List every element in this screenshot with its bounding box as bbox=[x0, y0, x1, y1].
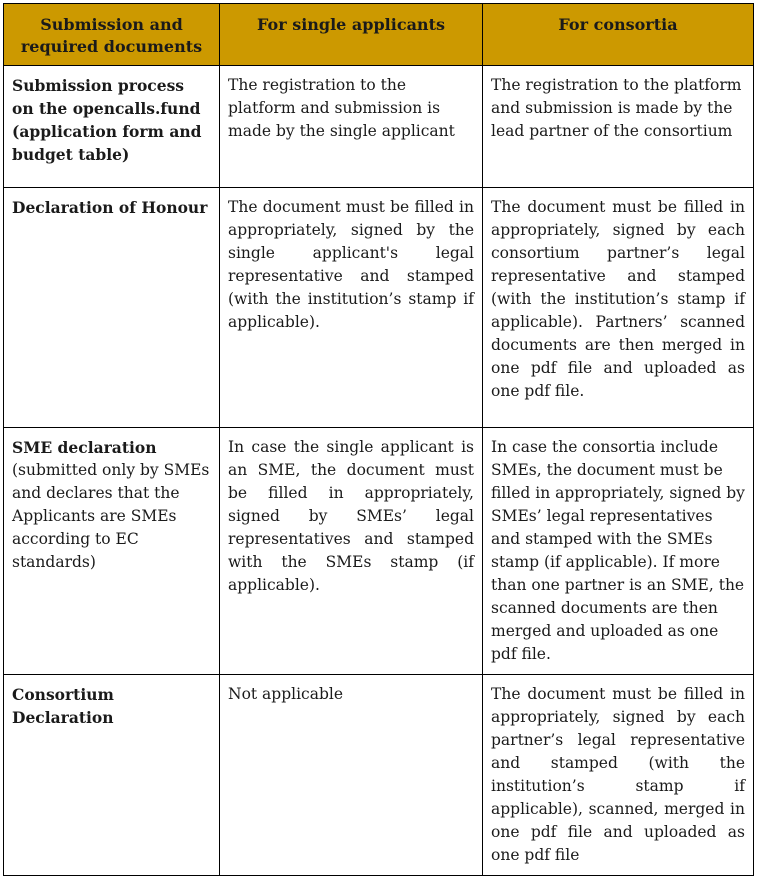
row-title-cell bbox=[4, 675, 220, 876]
consortia-cell: The registration to the platform and submission is made by the lead partner of the consortium bbox=[483, 66, 754, 188]
row-title-cell bbox=[4, 428, 220, 675]
consortia-cell: In case the consortia include SMEs, the document must be filled in appropriately, signed by SMEs’ legal representatives and stamped with the SMEs stamp (if applicable). If more than one partner is an SME, the scanned documents are then merged and uploaded as one pdf file. bbox=[483, 428, 754, 675]
row-subtitle: (submitted only by SMEs and declares that the Applicants are SMEs according to EC standards) bbox=[12, 461, 210, 571]
row-title: Submission process on the opencalls.fund (application form and budget table) bbox=[12, 76, 202, 164]
single-applicant-cell: In case the single applicant is an SME, the document must be filled in appropriately, signed by SMEs’ legal representatives and stamped with the SMEs stamp (if applicable). bbox=[220, 428, 483, 675]
single-applicant-cell: Not applicable bbox=[220, 675, 483, 876]
submission-documents-table bbox=[3, 3, 754, 876]
row-title: SME declaration bbox=[12, 438, 157, 457]
header-single-applicants: For single applicants bbox=[220, 4, 483, 66]
row-title-cell bbox=[4, 66, 220, 188]
single-applicant-cell: The registration to the platform and submission is made by the single applicant bbox=[220, 66, 483, 188]
table-row bbox=[4, 66, 754, 188]
consortia-cell: The document must be filled in appropriately, signed by each partner’s legal representative and stamped (with the institution’s stamp if applicable), scanned, merged in one pdf file and uploaded as one pdf file bbox=[483, 675, 754, 876]
row-title: Consortium Declaration bbox=[12, 685, 114, 727]
table-row bbox=[4, 675, 754, 876]
single-applicant-cell: The document must be filled in appropriately, signed by the single applicant's legal representative and stamped (with the institution’s stamp if applicable). bbox=[220, 188, 483, 428]
table-row bbox=[4, 188, 754, 428]
header-submission-documents: Submission and required documents bbox=[4, 4, 220, 66]
table-header-row bbox=[4, 4, 754, 66]
header-consortia: For consortia bbox=[483, 4, 754, 66]
consortia-cell: The document must be filled in appropriately, signed by each consortium partner’s legal representative and stamped (with the institution’s stamp if applicable). Partners’ scanned documents are then merged in one pdf file and uploaded as one pdf file. bbox=[483, 188, 754, 428]
row-title: Declaration of Honour bbox=[12, 198, 208, 217]
table-row bbox=[4, 428, 754, 675]
row-title-cell bbox=[4, 188, 220, 428]
